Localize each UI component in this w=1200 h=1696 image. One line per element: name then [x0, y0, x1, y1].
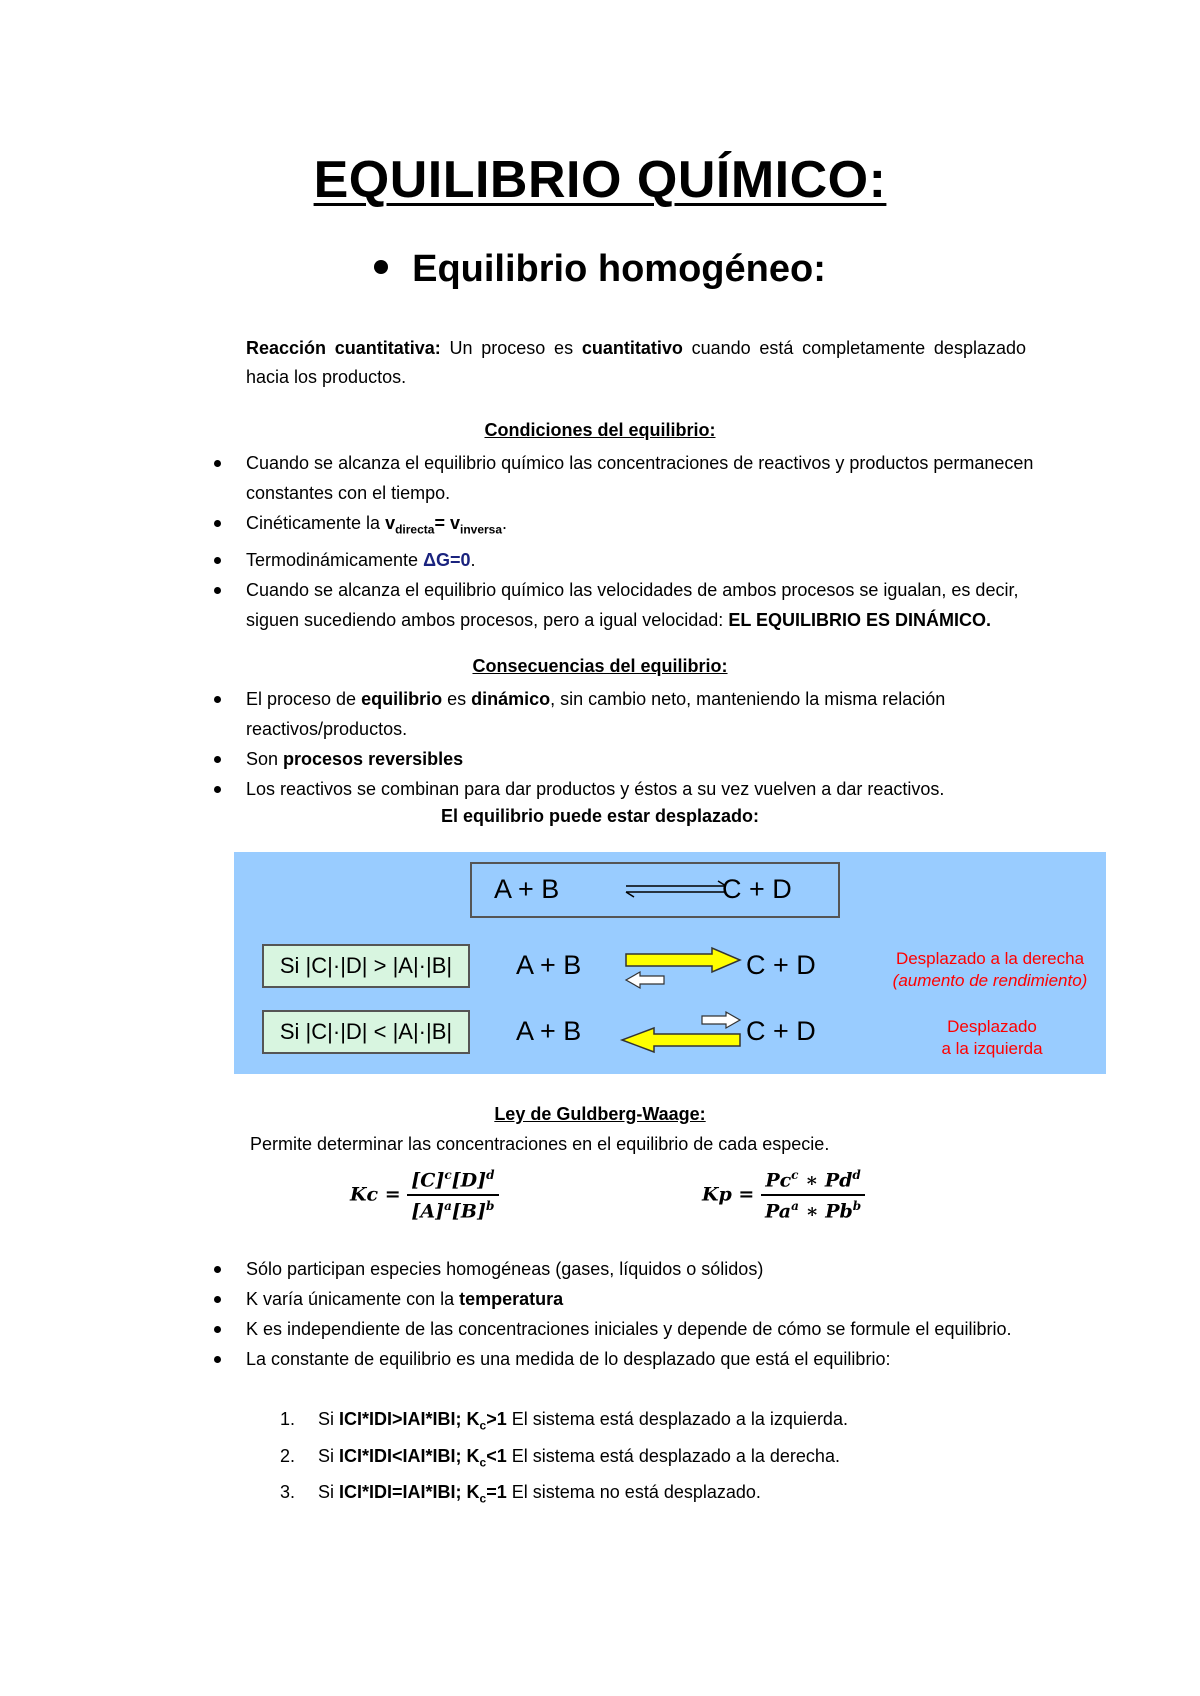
- condition-box-greater: Si |C|·|D| > |A|·|B|: [262, 944, 470, 988]
- kp-fraction: [761, 1168, 865, 1223]
- row2-products: C + D: [746, 1016, 816, 1046]
- sublist-text: Si: [318, 1409, 340, 1429]
- sublist-number: 3.: [280, 1482, 296, 1503]
- kp-numerator: Pc$^c$ ∗ Pd$^d$: [761, 1168, 865, 1196]
- list-item-text: Son: [246, 749, 284, 769]
- ley-intro: Permite determinar las concentraciones en el equilibrio de cada especie.: [250, 1134, 830, 1154]
- reaccion-text-end: cuando está completamente desplazado hacia los productos.: [246, 338, 1026, 387]
- velocity-subscript: directa: [395, 522, 435, 537]
- sublist-text: El sistema está desplazado a la izquierda.: [506, 1409, 848, 1429]
- reaccion-bold: cuantitativo: [581, 338, 683, 358]
- reaccion-label: Reacción cuantitativa:: [246, 338, 441, 358]
- right-shift-label: [880, 948, 1100, 992]
- list-item-bold: equilibrio: [361, 689, 443, 709]
- condiciones-list: [208, 448, 1038, 635]
- right-shift-label-line2: (aumento de rendimiento): [892, 971, 1088, 990]
- sublist-bold: ICI*IDI<IAI*IBI; K: [339, 1445, 480, 1466]
- sublist-number: 2.: [280, 1445, 296, 1466]
- kc-fraction: [407, 1168, 498, 1223]
- list-item: [208, 508, 1038, 545]
- left-shift-label-line2: a la izquierda: [941, 1039, 1043, 1058]
- sublist-item: [280, 1441, 1040, 1478]
- kc-label: Kc: [350, 1183, 379, 1206]
- list-item-text: Cuando se alcanza el equilibrio químico las concentraciones de reactivos y productos permanecen constantes con el tiempo.: [246, 453, 1034, 503]
- consecuencias-list: [208, 684, 1038, 804]
- list-item: [208, 575, 1038, 635]
- list-item-bold: EL EQUILIBRIO ES DINÁMICO.: [728, 609, 991, 630]
- sublist-subscript: c: [479, 1418, 487, 1433]
- list-item-text: Sólo participan especies homogéneas (gases, líquidos o sólidos): [246, 1259, 764, 1279]
- condition-box-less: Si |C|·|D| < |A|·|B|: [262, 1010, 470, 1054]
- list-item: [208, 744, 1038, 774]
- list-item-text: El proceso de: [246, 689, 362, 709]
- kc-formula: Kc = $\frac{[C]^c[D]^d}{[A]^a[B]^b}$: [350, 1168, 499, 1223]
- list-item-text: es: [442, 689, 472, 709]
- kc-denominator: $[A]^a[B]^b$: [411, 1199, 495, 1223]
- list-item-text: Termodinámicamente: [246, 549, 424, 570]
- list-item: [208, 1314, 1038, 1344]
- list-item-text: K es independiente de las concentraciones iniciales y depende de cómo se formule el equilibrio.: [246, 1319, 1012, 1339]
- page-title: EQUILIBRIO QUÍMICO:: [313, 151, 887, 209]
- reaccion-text: Un proceso es: [440, 338, 582, 358]
- ley-sublist: [280, 1404, 1040, 1514]
- sublist-subscript: c: [479, 1491, 487, 1506]
- bullet-icon: [374, 260, 388, 274]
- sublist-bold: ICI*IDI>IAI*IBI; K: [339, 1409, 480, 1429]
- sublist-text: El sistema está desplazado a la derecha.: [506, 1445, 840, 1466]
- sublist-number: 1.: [280, 1409, 296, 1429]
- list-item: [208, 774, 1038, 804]
- velocity-equals: = v: [434, 513, 460, 533]
- kc-numerator: $[C]^c[D]^d$: [407, 1168, 498, 1196]
- sublist-text: Si: [318, 1482, 340, 1503]
- velocity-symbol: v: [385, 513, 396, 533]
- consecuencias-heading: Consecuencias del equilibrio:: [472, 656, 728, 676]
- list-item-bold: dinámico: [471, 689, 551, 709]
- list-item-text: K varía únicamente con la: [246, 1289, 460, 1309]
- list-item-text: La constante de equilibrio es una medida de lo desplazado que está el equilibrio:: [246, 1349, 891, 1369]
- list-item: [208, 1284, 1038, 1314]
- list-item-text: .: [470, 549, 476, 570]
- sublist-text: El sistema no está desplazado.: [506, 1482, 761, 1503]
- sublist-bold: <1: [486, 1445, 507, 1466]
- list-item-text: Cinéticamente la: [246, 513, 386, 533]
- list-item: [208, 545, 1038, 575]
- kp-denominator: Pa$^a$ ∗ Pb$^b$: [764, 1199, 862, 1223]
- list-item: [208, 684, 1038, 744]
- list-item-text: , sin cambio neto, manteniendo la misma relación reactivos/productos.: [246, 689, 946, 739]
- row1-products: C + D: [746, 950, 816, 980]
- right-shift-label-line1: Desplazado a la derecha: [895, 949, 1085, 968]
- left-shift-arrows-icon: [618, 1010, 744, 1056]
- section-title-text: Equilibrio homogéneo:: [412, 248, 826, 290]
- list-item-text: Cuando se alcanza el equilibrio químico las velocidades de ambos procesos se igualan, es decir, siguen sucediendo ambos procesos, pero a igual velocidad:: [246, 579, 1019, 630]
- row1-reactants: A + B: [516, 950, 582, 980]
- list-item: [208, 1254, 1038, 1284]
- ley-list: [208, 1254, 1038, 1374]
- list-item-bold: procesos reversibles: [283, 749, 464, 769]
- equation-products: C + D: [722, 874, 792, 904]
- left-shift-label-line1: Desplazado: [947, 1017, 1037, 1036]
- reaccion-paragraph: [246, 334, 1026, 392]
- kp-label: Kp: [702, 1183, 732, 1206]
- right-shift-arrows-icon: [624, 946, 744, 990]
- sublist-subscript: c: [479, 1455, 487, 1470]
- sublist-item: [280, 1404, 1040, 1441]
- kp-formula: Kp = $\frac{Pc^c ∗ Pd^d}{Pa^a ∗ Pb^b}$: [702, 1168, 865, 1223]
- list-item: [208, 448, 1038, 508]
- ley-heading: Ley de Guldberg-Waage:: [494, 1104, 706, 1124]
- equation-reactants: A + B: [494, 874, 560, 904]
- sublist-bold: ICI*IDI=IAI*IBI; K: [339, 1482, 480, 1503]
- sublist-bold: >1: [486, 1409, 507, 1429]
- list-item-bold: temperatura: [459, 1289, 564, 1309]
- velocity-subscript: inversa: [459, 522, 503, 537]
- row2-reactants: A + B: [516, 1016, 582, 1046]
- list-item: [208, 1344, 1038, 1374]
- desplazado-heading: El equilibrio puede estar desplazado:: [440, 806, 760, 826]
- equilibrium-arrows-icon: [622, 878, 732, 902]
- sublist-bold: =1: [486, 1482, 507, 1503]
- left-shift-label: [892, 1016, 1092, 1060]
- condiciones-heading: Condiciones del equilibrio:: [484, 420, 716, 440]
- sublist-item: [280, 1477, 1040, 1514]
- list-item-text: Los reactivos se combinan para dar productos y éstos a su vez vuelven a dar reactivos.: [246, 779, 945, 799]
- sublist-text: Si: [318, 1445, 340, 1466]
- list-item-text: .: [502, 513, 508, 533]
- section-title: [0, 248, 1200, 291]
- delta-g-value: ΔG=0: [423, 549, 471, 570]
- equation-box: [470, 862, 840, 918]
